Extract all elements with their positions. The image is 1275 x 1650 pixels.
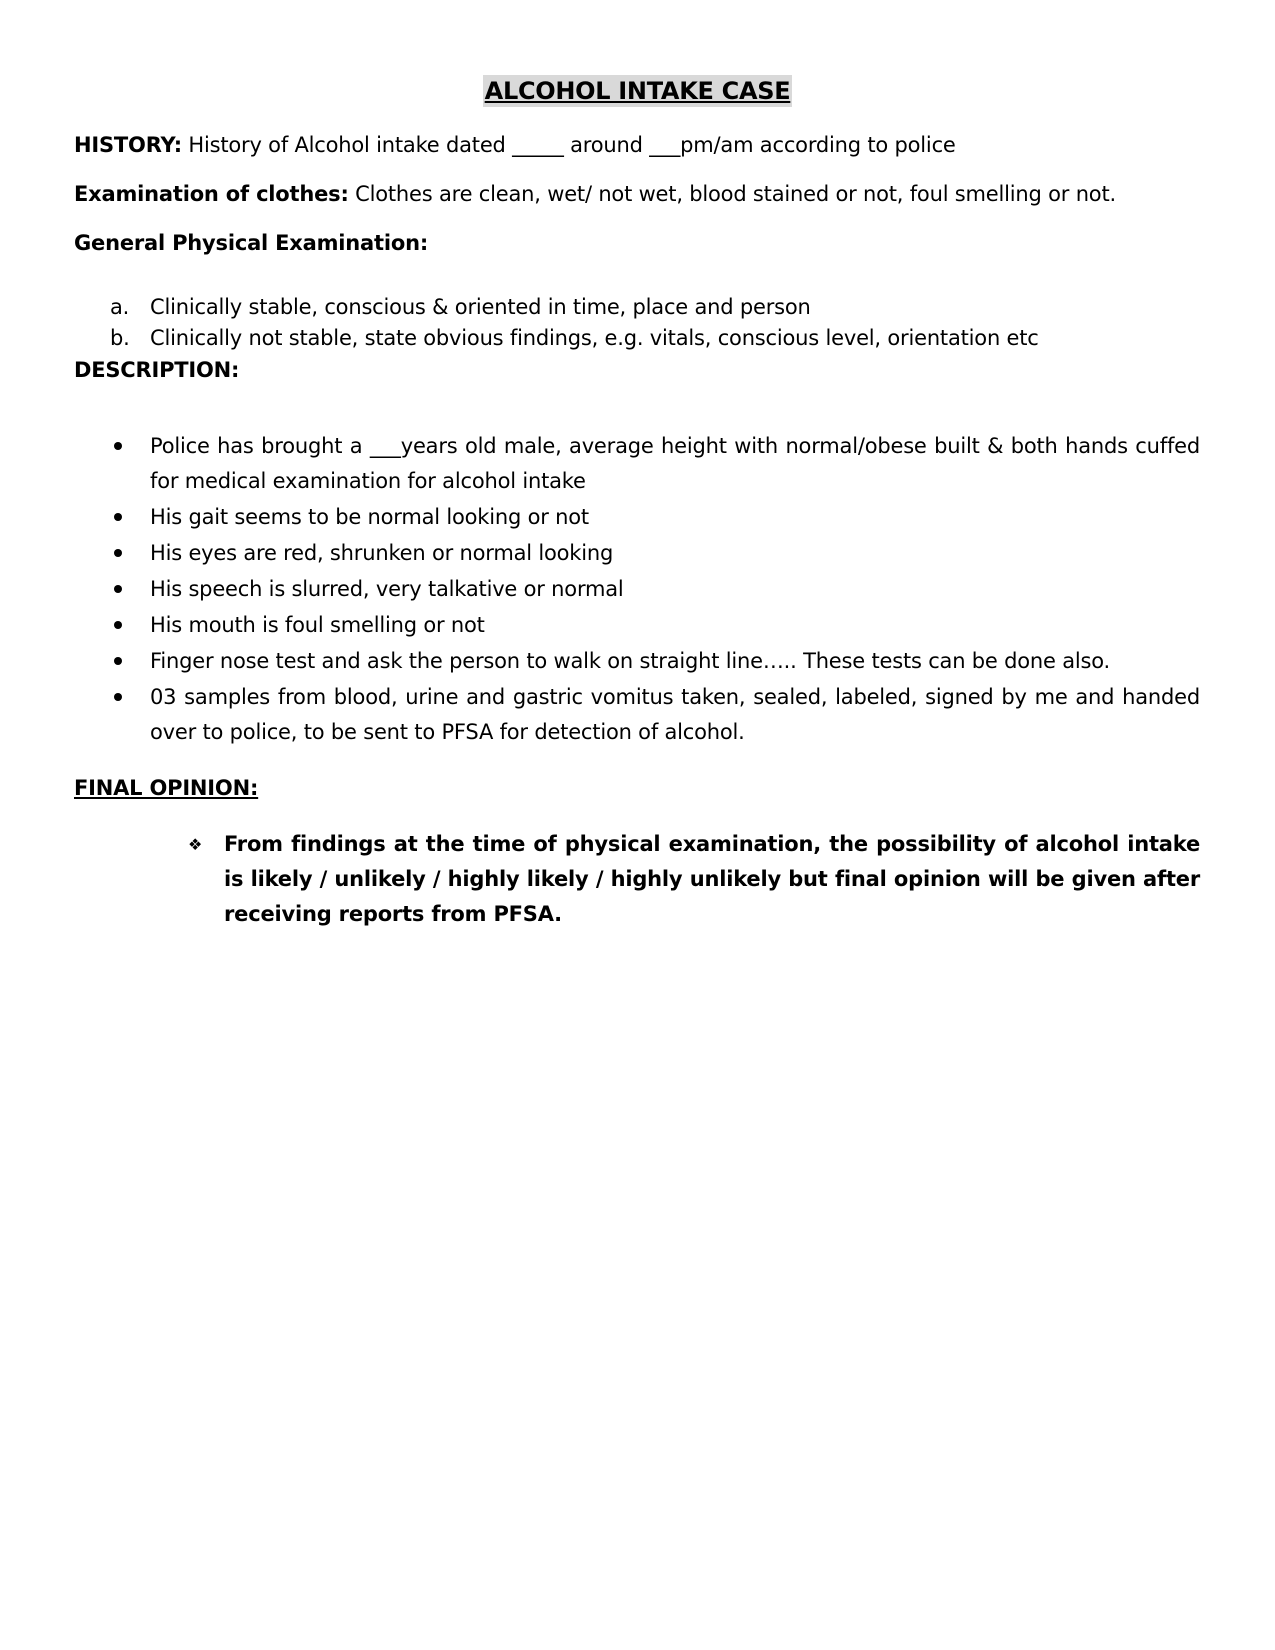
- bullet-icon: [114, 621, 122, 629]
- final-opinion-text: From findings at the time of physical examination, the possibility of alcohol intake is likely / unlikely / highly likely / highly unlikely but final opinion will be given after receiving reports from PFSA.: [224, 832, 1200, 926]
- description-item-text: His eyes are red, shrunken or normal looking: [150, 541, 614, 565]
- description-item: [110, 536, 1200, 571]
- description-item-text: 03 samples from blood, urine and gastric vomitus taken, sealed, labeled, signed by me and handed over to police, to be sent to PFSA for detection of alcohol.: [150, 685, 1200, 744]
- bullet-icon: [114, 693, 122, 701]
- history-line: [74, 131, 1204, 159]
- general-exam-item: [110, 323, 1200, 354]
- general-exam-list: [110, 292, 1200, 354]
- bullet-icon: [114, 442, 122, 450]
- title-container: [0, 75, 1275, 107]
- general-exam-item-text: Clinically stable, conscious & oriented in time, place and person: [150, 295, 811, 319]
- list-marker: b.: [110, 326, 130, 350]
- document-title: ALCOHOL INTAKE CASE: [484, 77, 791, 105]
- clothes-line: [74, 180, 1204, 208]
- description-item-text: His speech is slurred, very talkative or normal: [150, 577, 624, 601]
- description-item-text: Police has brought a ___years old male, average height with normal/obese built & both hands cuffed for medical examination for alcohol intake: [150, 434, 1200, 493]
- clothes-text: Clothes are clean, wet/ not wet, blood stained or not, foul smelling or not.: [348, 182, 1116, 206]
- clothes-label: Examination of clothes:: [74, 182, 349, 206]
- final-opinion-list: [188, 827, 1200, 932]
- final-opinion-heading: FINAL OPINION:: [74, 776, 259, 800]
- bullet-icon: [114, 657, 122, 665]
- history-text: History of Alcohol intake dated _____ around ___pm/am according to police: [181, 133, 956, 157]
- bullet-icon: [114, 549, 122, 557]
- description-item-text: His mouth is foul smelling or not: [150, 613, 485, 637]
- description-item: [110, 680, 1200, 750]
- description-item: [110, 644, 1200, 679]
- description-item-text: His gait seems to be normal looking or not: [150, 505, 589, 529]
- history-label: HISTORY:: [74, 133, 182, 157]
- list-marker: a.: [110, 295, 130, 319]
- description-item: [110, 572, 1200, 607]
- general-exam-item: [110, 292, 1200, 323]
- description-item: [110, 429, 1200, 499]
- bullet-icon: [114, 585, 122, 593]
- bullet-icon: [114, 513, 122, 521]
- general-exam-item-text: Clinically not stable, state obvious findings, e.g. vitals, conscious level, orientation etc: [150, 326, 1039, 350]
- description-item: [110, 608, 1200, 643]
- general-exam-heading: General Physical Examination:: [74, 231, 429, 255]
- final-opinion-item: [188, 827, 1200, 932]
- description-item-text: Finger nose test and ask the person to walk on straight line….. These tests can be done also.: [150, 649, 1111, 673]
- diamond-bullet-icon: ❖: [188, 835, 203, 854]
- description-item: [110, 500, 1200, 535]
- description-list: [110, 429, 1200, 751]
- description-heading: DESCRIPTION:: [74, 358, 240, 382]
